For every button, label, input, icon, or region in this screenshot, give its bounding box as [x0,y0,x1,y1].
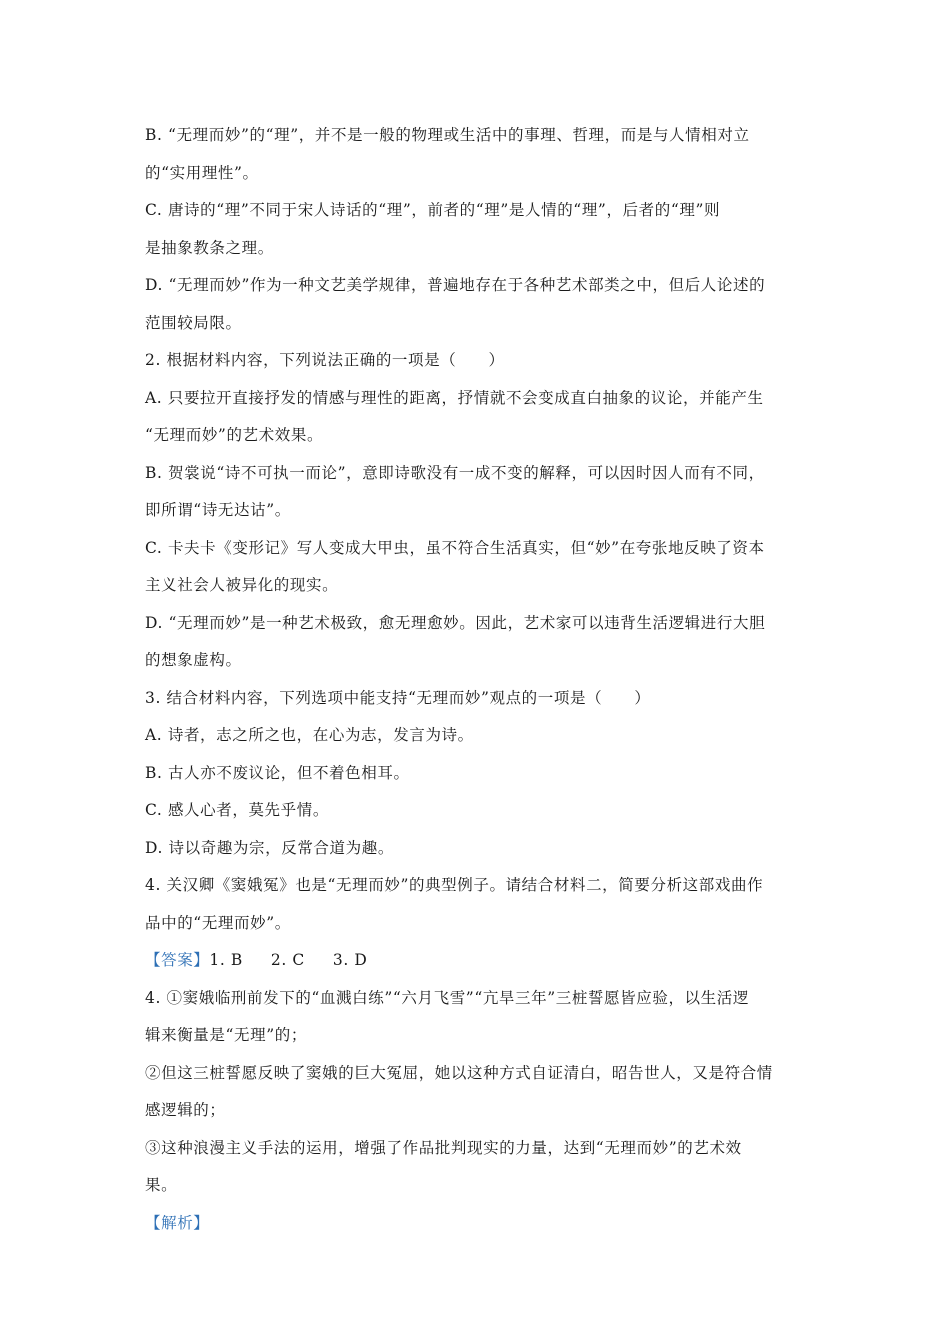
analysis-heading [145,1205,810,1243]
answer-4-line4: 感逻辑的； [145,1101,226,1119]
answer-4-line6: 果。 [145,1176,178,1194]
answer-4-line2: 辑来衡量是“无理”的； [145,1026,307,1044]
q2-stem: 2. 根据材料内容，下列说法正确的一项是（ ） [145,351,505,369]
q2-option-b-line1: B. 贺裳说“诗不可执一而论”，意即诗歌没有一成不变的解释，可以因时因人而有不同， [145,463,765,482]
answer-3: 3. D [332,951,368,969]
q2-option-a-line1: A. 只要拉开直接抒发的情感与理性的距离，抒情就不会变成直白抽象的议论，并能产生 [145,388,764,407]
q2-option-a-line2: “无理而妙”的艺术效果。 [145,426,324,444]
q3-option-a: A. 诗者，志之所之也，在心为志，发言为诗。 [145,726,474,744]
q3-option-d: D. 诗以奇趣为宗，反常合道为趣。 [145,838,394,857]
answer-4-line1: 4. ①窦娥临刑前发下的“血溅白练”“六月飞雪”“亢旱三年”三桩誓愿皆应验，以生活逻 [145,988,749,1007]
document-page [145,117,810,1242]
analysis-tag: 【解析】 [145,1213,210,1232]
answer-4-line3: ②但这三桩誓愿反映了窦娥的巨大冤屈，她以这种方式自证清白，昭告世人，又是符合情 [145,1063,773,1082]
answer-1: 1. B [209,951,243,969]
answer-2: 2. C [270,951,305,969]
q1-option-c-line2: 是抽象教条之理。 [145,238,274,257]
q2-option-b-line2: 即所谓“诗无达诂”。 [145,501,291,519]
q2-option-c-line1: C. 卡夫卡《变形记》写人变成大甲虫，虽不符合生活真实，但“妙”在夸张地反映了资本 [145,538,765,557]
answer-4-line5: ③这种浪漫主义手法的运用，增强了作品批判现实的力量，达到“无理而妙”的艺术效 [145,1138,742,1157]
q2-option-c-line2: 主义社会人被异化的现实。 [145,576,339,594]
answer-summary [145,942,810,980]
q2-option-d-line1: D. “无理而妙”是一种艺术极致，愈无理愈妙。因此，艺术家可以违背生活逻辑进行大胆 [145,613,766,632]
q4-stem-line1: 4. 关汉卿《窦娥冤》也是“无理而妙”的典型例子。请结合材料二，简要分析这部戏曲作 [145,876,764,894]
q3-option-b: B. 古人亦不废议论，但不着色相耳。 [145,763,410,782]
q1-option-d-line1: D. “无理而妙”作为一种文艺美学规律，普遍地存在于各种艺术部类之中，但后人论述的 [145,276,766,294]
q1-option-c-line1: C. 唐诗的“理”不同于宋人诗话的“理”，前者的“理”是人情的“理”，后者的“理”则 [145,201,721,219]
q3-option-c: C. 感人心者，莫先乎情。 [145,801,329,819]
q1-option-b-line1: B. “无理而妙”的“理”，并不是一般的物理或生活中的事理、哲理，而是与人情相对立 [145,126,750,144]
q1-option-b-line2: 的“实用理性”。 [145,163,259,182]
q1-option-d-line2: 范围较局限。 [145,313,242,332]
q2-option-d-line2: 的想象虚构。 [145,651,242,669]
q4-stem-line2: 品中的“无理而妙”。 [145,913,291,932]
q3-stem: 3. 结合材料内容，下列选项中能支持“无理而妙”观点的一项是（ ） [145,688,651,707]
answer-tag: 【答案】 [145,951,210,969]
